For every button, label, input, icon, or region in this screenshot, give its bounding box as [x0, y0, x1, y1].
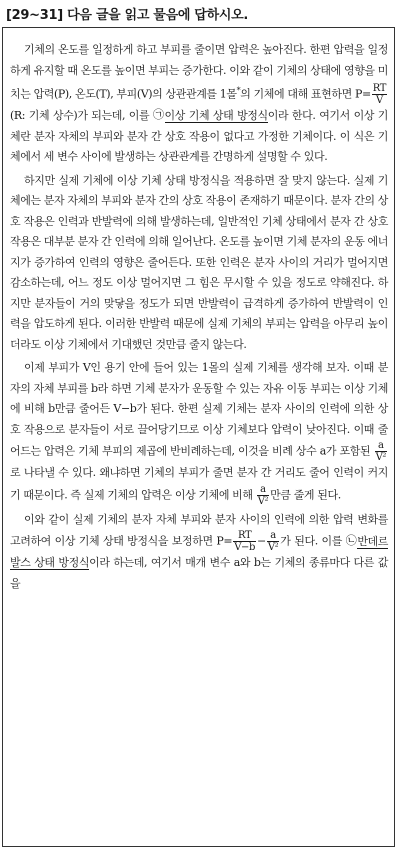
paragraph-3	[10, 358, 388, 507]
paragraph-2: 하지만 실제 기체에 이상 기체 상태 방정식을 적용하면 잘 맞지 않는다. 실제 기체에는 분자 자체의 부피와 분자 간의 상호 작용이 존재하기 때문이다. 분자 간의 상호 작용은 인력과 반발력에 의해 발생하는데, 일반적인 기체 상태에서 분자 간 상호 작용은 대부분 분자 간 인력에 의해 일어난다. 온도를 높이면 기체 분자의 운동 에너지가 증가하여 인력의 영향은 줄어든다. 또한 인력은 분자 사이의 거리가 멀어지면 감소하는데, 어느 정도 이상 멀어지면 그 힘은 무시할 수 있을 정도로 약해진다. 하지만 분자들이 거의 맞닿을 정도가 되면 반발력이 급격하게 증가하여 반발력이 인력을 압도하게 된다. 이러한 반발력 때문에 실제 기체의 부피는 압력을 아무리 높이더라도 이상 기체에서 기대했던 것만큼 줄지 않는다.	[10, 173, 388, 351]
fraction-numerator: a	[257, 484, 269, 496]
fraction-denominator: V²	[257, 495, 269, 507]
fraction-rt-over-v	[372, 83, 387, 106]
footnote-star: *	[236, 86, 241, 95]
fraction-a-over-v2-third	[267, 530, 279, 553]
fraction-a-over-v2-second	[257, 484, 269, 507]
paragraph-4	[10, 510, 388, 595]
paragraph-1	[10, 40, 388, 168]
fraction-denominator: V²	[267, 542, 279, 554]
underlined-term-ideal-gas: 이상 기체 상태 방정식	[164, 109, 268, 123]
p4-text-b: 가 된다. 이를	[280, 534, 346, 548]
p1-text-b: 의 기체에 대해 표현하면 P=	[240, 87, 371, 101]
circled-mark-2: ㉡	[345, 533, 357, 547]
question-header: [29~31] 다음 글을 읽고 물음에 답하시오.	[6, 8, 248, 23]
fraction-numerator: RT	[372, 83, 387, 95]
circled-mark-1: ㉠	[152, 108, 164, 122]
fraction-rt-over-v-minus-b	[233, 530, 256, 553]
fraction-numerator: RT	[233, 530, 256, 542]
fraction-denominator: V−b	[234, 542, 256, 554]
p1-text-a: 기체의 온도를 일정하게 하고 부피를 줄이면 압력은 높아진다. 한편 압력을 일정하게 유지할 때 온도를 높이면 부피는 증가한다. 이와 같이 기체의 상태에 영향을 미치는 압력(P), 온도(T), 부피(V)의 상관관계를 1몰	[10, 43, 388, 101]
p3-text-a: 이제 부피가 V인 용기 안에 들어 있는 1몰의 실제 기체를 생각해 보자. 이때 분자의 자체 부피를 b라 하면 기체 분자가 운동할 수 있는 자유 이동 부피는 이상 기체에 비해 b만큼 줄어든 V−b가 된다. 한편 실제 기체는 분자 사이의 인력에 의한 상호 작용으로 분자들이 서로 끌어당기므로 이상 기체보다 압력이 낮아진다. 이때 줄어드는 압력은 기체 부피의 제곱에 반비례하는데, 이것을 비례 상수 a가 포함된	[10, 361, 388, 458]
p4-text-a: 이와 같이 실제 기체의 분자 자체 부피와 분자 사이의 인력에 의한 압력 변화를 고려하여 이상 기체 상태 방정식을 보정하면 P=	[10, 512, 388, 548]
p1-text-c: (R: 기체 상수)가 되는데, 이를	[10, 109, 153, 123]
p3-text-c: 만큼 줄게 된다.	[270, 488, 341, 502]
passage-body	[10, 40, 388, 594]
p3-text-b: 로 나타낼 수 있다. 왜냐하면 기체의 부피가 줄면 분자 간 거리도 줄어 인력이 커지기 때문이다. 즉 실제 기체의 압력은 이상 기체에 비해	[10, 466, 388, 502]
fraction-denominator: V	[375, 95, 383, 107]
fraction-denominator: V²	[375, 452, 386, 464]
underlined-term-van-der-waals: 반데르발스 상태 방정식	[10, 534, 388, 570]
minus-sign: −	[257, 534, 266, 548]
p1-text-d: 이라 한다. 여기서 이상 기체란 분자 자체의 부피와 분자 간 상호 작용이 없다고 가정한 기체이다. 이 식은 기체에서 세 변수 사이에 발생하는 상관관계를 간명하게 설명할 수 있다.	[10, 109, 388, 164]
p4-text-c: 이라 하는데, 여기서 매개 변수 a와 b는 기체의 종류마다 다른 값을	[10, 556, 388, 590]
fraction-numerator: a	[375, 440, 387, 452]
fraction-a-over-v2	[375, 440, 387, 463]
fraction-numerator: a	[267, 530, 279, 542]
